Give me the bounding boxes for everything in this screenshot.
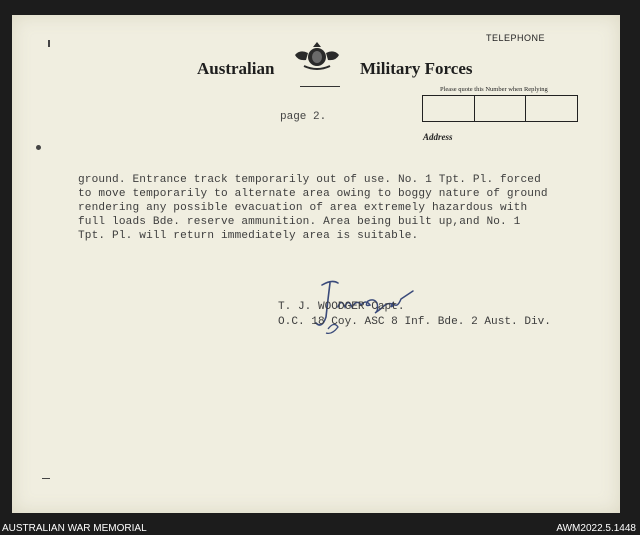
address-label: Address [423,132,453,142]
letter-page [12,15,620,513]
body-line: to move temporarily to alternate area owing to boggy nature of ground [78,188,548,200]
body-line: full loads Bde. reserve ammunition. Area being built up,and No. 1 [78,216,521,228]
punch-mark [48,40,50,47]
reference-box [526,96,577,121]
letterhead-australian: Australian [197,59,275,78]
reference-number-boxes [422,95,578,122]
reference-box [423,96,475,121]
quote-number-note: Please quote this Number when Replying [440,86,548,93]
letterhead-rule [300,86,340,87]
telephone-label: TELEPHONE [486,33,546,43]
punch-mark [36,145,41,150]
footer-institution: AUSTRALIAN WAR MEMORIAL [2,523,147,534]
punch-mark [42,478,50,479]
letter-body [78,173,548,243]
signatory-unit: O.C. 18 Coy. ASC 8 Inf. Bde. 2 Aust. Div. [278,316,551,328]
coat-of-arms-icon [292,39,342,73]
footer-accession-number: AWM2022.5.1448 [556,523,636,534]
letterhead-military-forces: Military Forces [360,59,473,78]
body-line: rendering any possible evacuation of area extremely hazardous with [78,202,528,214]
signatory-name: T. J. WOODGER Capt. [278,301,405,313]
page-number: page 2. [280,111,327,123]
reference-box [475,96,527,121]
body-line: Tpt. Pl. will return immediately area is suitable. [78,230,419,242]
body-line: ground. Entrance track temporarily out of use. No. 1 Tpt. Pl. forced [78,174,541,186]
